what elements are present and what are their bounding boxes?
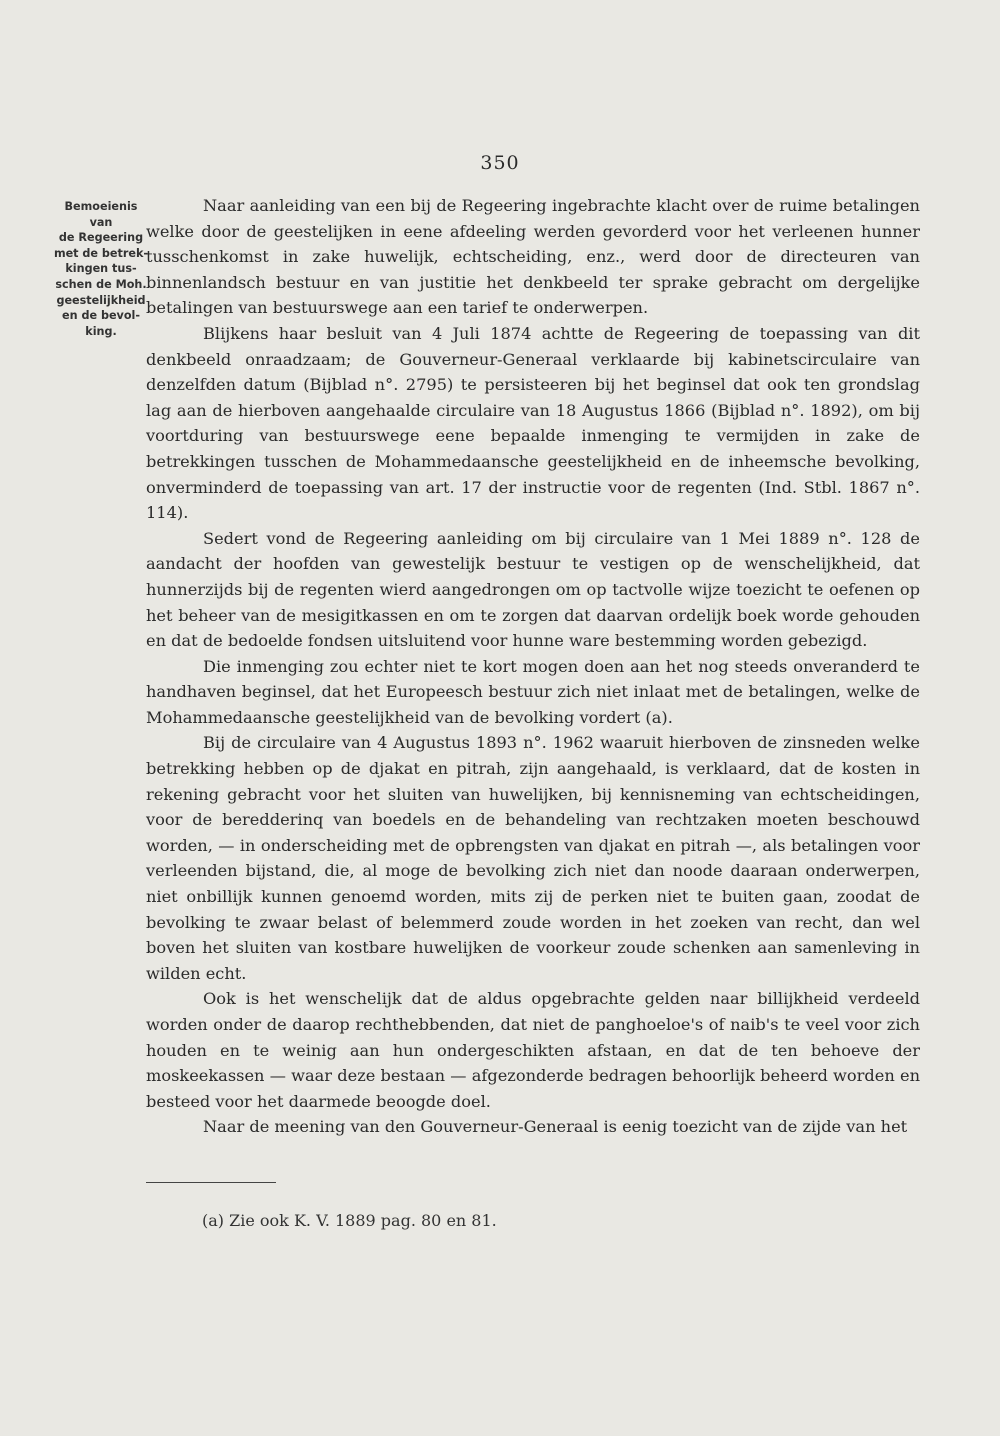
margin-note-line: king. <box>85 324 117 338</box>
margin-note-line: geestelijkheid <box>56 293 146 307</box>
margin-note-line: kingen tus- <box>65 262 137 276</box>
margin-note-line: en de bevol- <box>62 309 140 323</box>
paragraph: Die inmenging zou echter niet te kort mogen doen aan het nog steeds onveranderd te handhaven beginsel, dat het Europeesch bestuur zich niet inlaat met de betalingen, welke de Mohammedaansche geestelijkheid van de bevolking vordert (a). <box>146 656 920 727</box>
margin-note-line: Bemoeienis van <box>64 200 138 229</box>
paragraph: Naar de meening van den Gouverneur-Generaal is eenig toezicht van de zijde van het <box>203 1117 908 1137</box>
body-text <box>146 193 920 1140</box>
margin-note <box>52 199 150 339</box>
page-number: 350 <box>480 152 520 174</box>
margin-note-line: de Regeering <box>58 231 144 245</box>
paragraph: Naar aanleiding van een bij de Regeering ingebrachte klacht over de ruime betalingen welke door de geestelijken in eene afdeeling werden gevorderd voor het verleenen hunner tusschenkomst in zake huwelijk, echtscheiding, enz., werd door de directeuren van binnenlandsch bestuur en van justitie het denkbeeld ter sprake gebracht om dergelijke betalingen van bestuurswege aan een tarief te onderwerpen. <box>146 196 920 318</box>
paragraph: Bij de circulaire van 4 Augustus 1893 n°. 1962 waaruit hierboven de zinsneden welke betrekking hebben op de djakat en pitrah, zijn aangehaald, is verklaard, dat de kosten in rekening gebracht voor het sluiten van huwelijken, bij kennisneming van echtscheidingen, voor de beredderinq van boedels en de behandeling van rechtzaken moeten beschouwd worden, — in onderscheiding met de opbrengsten van djakat en pitrah —, als betalingen voor verleenden bijstand, die, al moge de bevolking zich niet dan noode daaraan onderwerpen, niet onbillijk kunnen genoemd worden, mits zij de perken niet te buiten gaan, zoodat de bevolking te zwaar belast of belemmerd zoude worden in het zoeken van recht, dan wel boven het sluiten van kostbare huwelijken de voorkeur zoude schenken aan samenleving in wilden echt. <box>146 733 920 983</box>
footnote: (a) Zie ook K. V. 1889 pag. 80 en 81. <box>202 1211 497 1230</box>
paragraph: Blijkens haar besluit van 4 Juli 1874 achtte de Regeering de toepassing van dit denkbeeld onraadzaam; de Gouverneur-Generaal verklaarde bij kabinetscirculaire van denzelfden datum (Bijblad n°. 2795) te persisteeren bij het beginsel dat ook ten grondslag lag aan de hierboven aangehaalde circulaire van 18 Augustus 1866 (Bijblad n°. 1892), om bij voortduring van bestuurswege eene bepaalde inmenging te vermijden in zake de betrekkingen tusschen de Mohammedaansche geestelijkheid en de inheemsche bevolking, onverminderd de toepassing van art. 17 der instructie voor de regenten (Ind. Stbl. 1867 n°. 114). <box>146 323 920 523</box>
margin-note-line: schen de Moh. <box>55 277 147 291</box>
paragraph: Sedert vond de Regeering aanleiding om bij circulaire van 1 Mei 1889 n°. 128 de aandacht der hoofden van gewestelijk bestuur te vestigen op de wenschelijkheid, dat hunnerzijds bij de regenten wierd aangedrongen om op tactvolle wijze toezicht te oefenen op het beheer van de mesigitkassen en om te zorgen dat daarvan ordelijk boek worde gehouden en dat de bedoelde fondsen uitsluitend voor hunne ware bestemming worden gebezigd. <box>146 528 920 651</box>
paragraph: Ook is het wenschelijk dat de aldus opgebrachte gelden naar billijkheid verdeeld worden onder de daarop rechthebbenden, dat niet de panghoeloe's of naib's te veel voor zich houden en te weinig aan hun ondergeschikten afstaan, en dat de ten behoeve der moskeekassen — waar deze bestaan — afgezonderde bedragen behoorlijk beheerd worden en besteed voor het daarmede beoogde doel. <box>146 989 920 1111</box>
margin-note-line: met de betrek- <box>53 246 149 260</box>
footnote-rule <box>146 1182 276 1183</box>
